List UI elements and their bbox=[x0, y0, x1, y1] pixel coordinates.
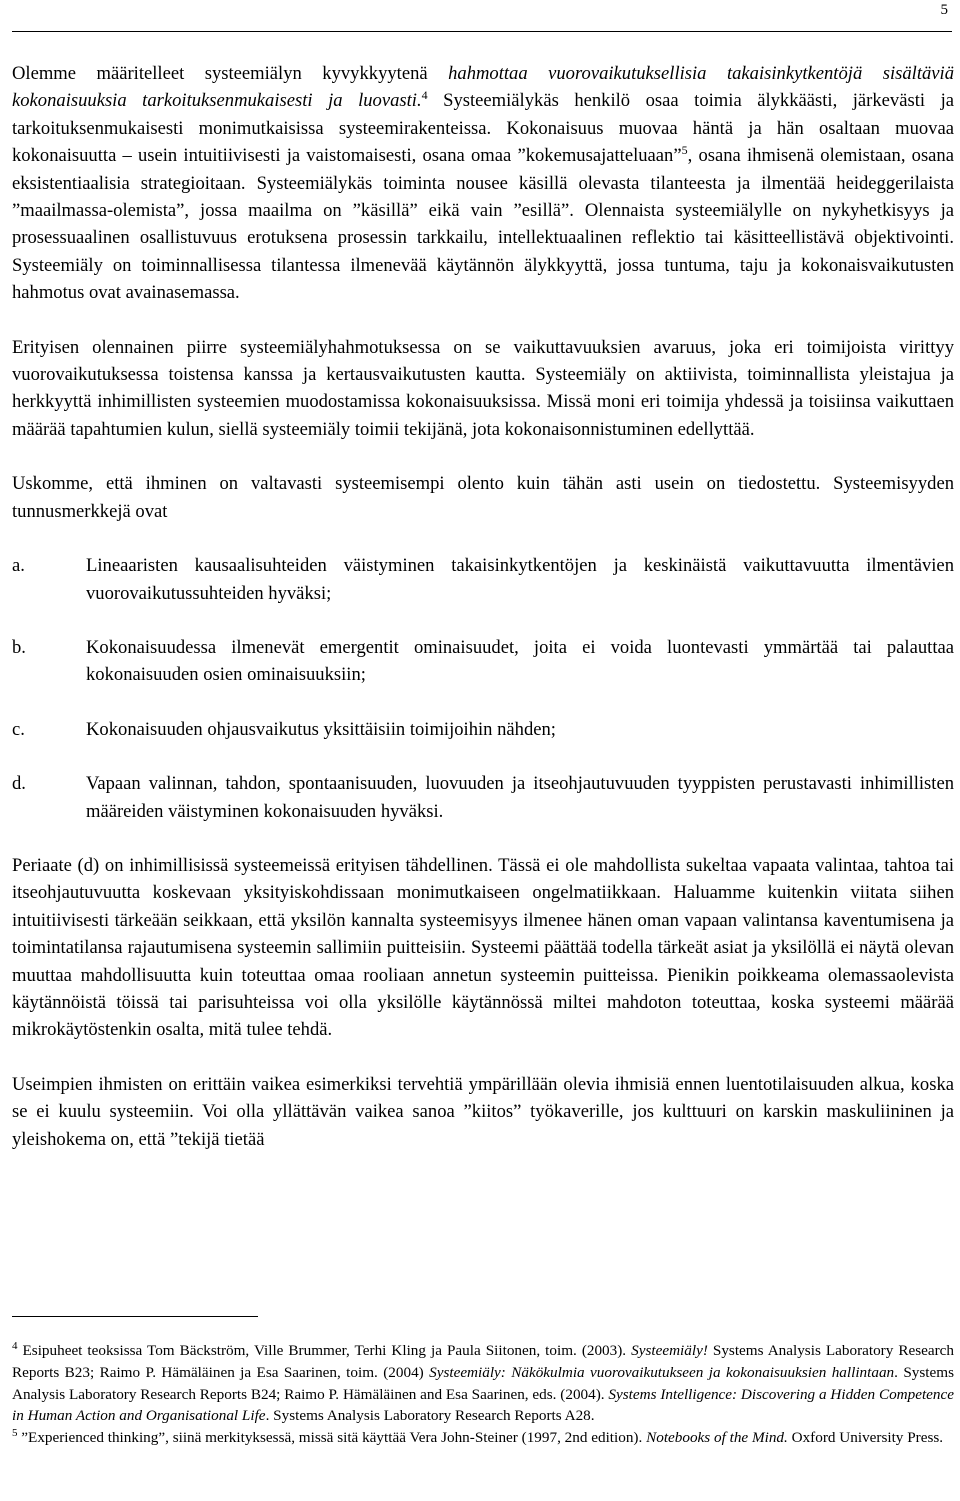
list-item-c bbox=[12, 716, 954, 743]
paragraph-4: Periaate (d) on inhimillisissä systeemeissä erityisen tähdellinen. Tässä ei ole mahdollista sukeltaa vapaata valintaa, tahtoa tai itseohjautuvuutta koskevaan yksityiskohdissaan monimutkaiseen ongelmatiikkaan. Haluamme kuitenkin viitata siihen intuitiivisesti tärkeään seikkaan, että yksilön kannalta systeemisyys ilmenee hänen oman vapaan valintansa kaventumisena ja toimintatilansa rajautumisena systeemin sallimiin puitteisiin. Systeemi päättää todella tärkeät asiat ja yksilöllä ei näytä olevan muuttaa mahdollisuutta kuin toteuttaa omaa rooliaan annetun systeemin puitteissa. Pienikin poikkeama olemassaolevista käytännöistä töissä tai parisuhteissa voi olla yksilölle käytännössä miltei mahdoton toteuttaa, koska systeemi määrää mikrokäytöstenkin osalta, mitä tulee tehdä. bbox=[12, 854, 954, 1041]
footnote-4: $^4$ Esipuheet teoksissa Tom Bäckström, Ville Brummer, Terhi Kling ja Paula Siitonen, toim. (2003). Systeemiäly! Systems Analysis Laboratory Research Reports B23; Raimo P. Hämäläinen ja Esa Saarinen, toim. (2004) Systeemiäly: Näkökulmia vuorovaikutukseen ja kokonaisuuksien hallintaan. Systems Analysis Laboratory Research Reports B24; Raimo P. Hämäläinen and Esa Saarinen, eds. (2004). Systems Intelligence: Discovering a Hidden Competence in Human Action and Organisational Life. Systems Analysis Laboratory Research Reports A28. bbox=[12, 1339, 954, 1425]
footnote-number: 4 bbox=[12, 1339, 18, 1352]
list-item-b bbox=[12, 634, 954, 689]
list-item-text: Kokonaisuudessa ilmenevät emergentit ominaisuudet, joita ei voida luontevasti ymmärtää tai palauttaa kokonaisuuden osien ominaisuuksiin; bbox=[86, 636, 954, 686]
footnote-5: $^5$ ”Experienced thinking”, siinä merkityksessä, missä sitä käyttää Vera John-Steiner (1997, 2nd edition). Notebooks of the Mind. Oxford University Press. bbox=[12, 1427, 944, 1447]
paragraph-2: Erityisen olennainen piirre systeemiälyhahmotuksessa on se vaikuttavuuksien avaruus, joka eri toimijoista virittyy vuorovaikutuksessa toistensa kanssa ja kertausvaikutusten kautta. Systeemiäly on aktiivista, toiminnallista yleistajua ja herkkyyttä inhimillisten systeemien muodostamissa kokonaisuuksissa. Missä moni eri toimija yhdessä ja toisiinsa vaikuttaen määrää tapahtumien kulun, siellä systeemiäly toimii tekijänä, jota kokonaisonnistuminen edellyttää. bbox=[12, 336, 954, 440]
list-item-text: Kokonaisuuden ohjausvaikutus yksittäisiin toimijoihin nähden; bbox=[86, 718, 556, 740]
header-rule bbox=[12, 31, 952, 32]
footnotes bbox=[12, 1340, 954, 1449]
list-marker: b. bbox=[12, 636, 26, 658]
list-marker: c. bbox=[12, 718, 25, 740]
list-item-text: Lineaaristen kausaalisuhteiden väistyminen takaisinkytkentöjen ja keskinäistä vaikuttavuutta ilmentävien vuorovaikutussuhteiden hyväksi; bbox=[86, 555, 954, 604]
list-marker: a. bbox=[12, 555, 25, 577]
emphasis-text: hahmottaa vuorovaikutuksellisia takaisinkytkentöjä sisältäviä kokonaisuuksia tarkoituksenmukaisesti ja luovasti. bbox=[12, 63, 954, 112]
paragraph-5: Useimpien ihmisten on erittäin vaikea esimerkiksi tervehtiä ympärillään olevia ihmisiä ennen luentotilaisuuden alkua, koska se ei kuulu systeemiin. Voi olla yllättävän vaikea sanoa ”kiitos” työkaverille, jos kulttuuri on karskin maskuliininen ja yleishokema on, että ”tekijä tietää bbox=[12, 1073, 954, 1150]
footnote-number: 5 bbox=[12, 1427, 18, 1440]
page-number: 5 bbox=[940, 2, 948, 18]
list-marker: d. bbox=[12, 773, 26, 795]
footnote-separator bbox=[12, 1316, 258, 1317]
paragraph-3: Uskomme, että ihminen on valtavasti systeemisempi olento kuin tähän asti usein on tiedostettu. Systeemisyyden tunnusmerkkejä ovat bbox=[12, 473, 954, 522]
main-text bbox=[12, 60, 954, 1153]
list-item-d bbox=[12, 770, 954, 825]
footnote-ref-5[interactable]: 5 bbox=[681, 143, 688, 158]
paragraph-1: Olemme määritelleet systeemiälyn kyvykkyytenä hahmottaa vuorovaikutuksellisia takaisinkytkentöjä sisältäviä kokonaisuuksia tarkoituksenmukaisesti ja luovasti.$^4$ Systeemiälykäs henkilö osaa toimia älykkäästi, järkevästi ja tarkoituksenmukaisesti monimutkaisissa systeemirakenteissa. Kokonaisuus muovaa häntä ja hän osaltaan muovaa kokonaisuutta – usein intuitiivisesti ja vaistomaisesti, osana omaa ”kokemusajatteluaan”$^5$, osana ihmisenä olemistaan, osana eksistentiaalisia strategioitaan. Systeemiälykäs toiminta nousee käsillä olevasta tilanteesta ja ilmentää heideggerilaista ”maailmassa-olemista”, jossa maailma on ”käsillä” eikä vain ”esillä”. Olennaista systeemiälylle on nykyhetkisyys ja prosessuaalinen osallistuvuus erotuksena prosessin tarkkailu, intellektuaalinen reflektio tai käsitteellistävä objektivointi. Systeemiäly on toiminnallisessa tilantessa ilmenevää käytännön älykkyyttä, jossa tuntuma, taju ja kokonaisvaikutusten hahmotus ovat avainasemassa. bbox=[12, 63, 954, 304]
list-item-a bbox=[12, 552, 954, 607]
footnote-ref-4[interactable]: 4 bbox=[421, 88, 428, 103]
list-item-text: Vapaan valinnan, tahdon, spontaanisuuden, luovuuden ja itseohjautuvuuden tyyppisten perustavasti inhimillisten määreiden väistyminen kokonaisuuden hyväksi. bbox=[86, 773, 954, 822]
